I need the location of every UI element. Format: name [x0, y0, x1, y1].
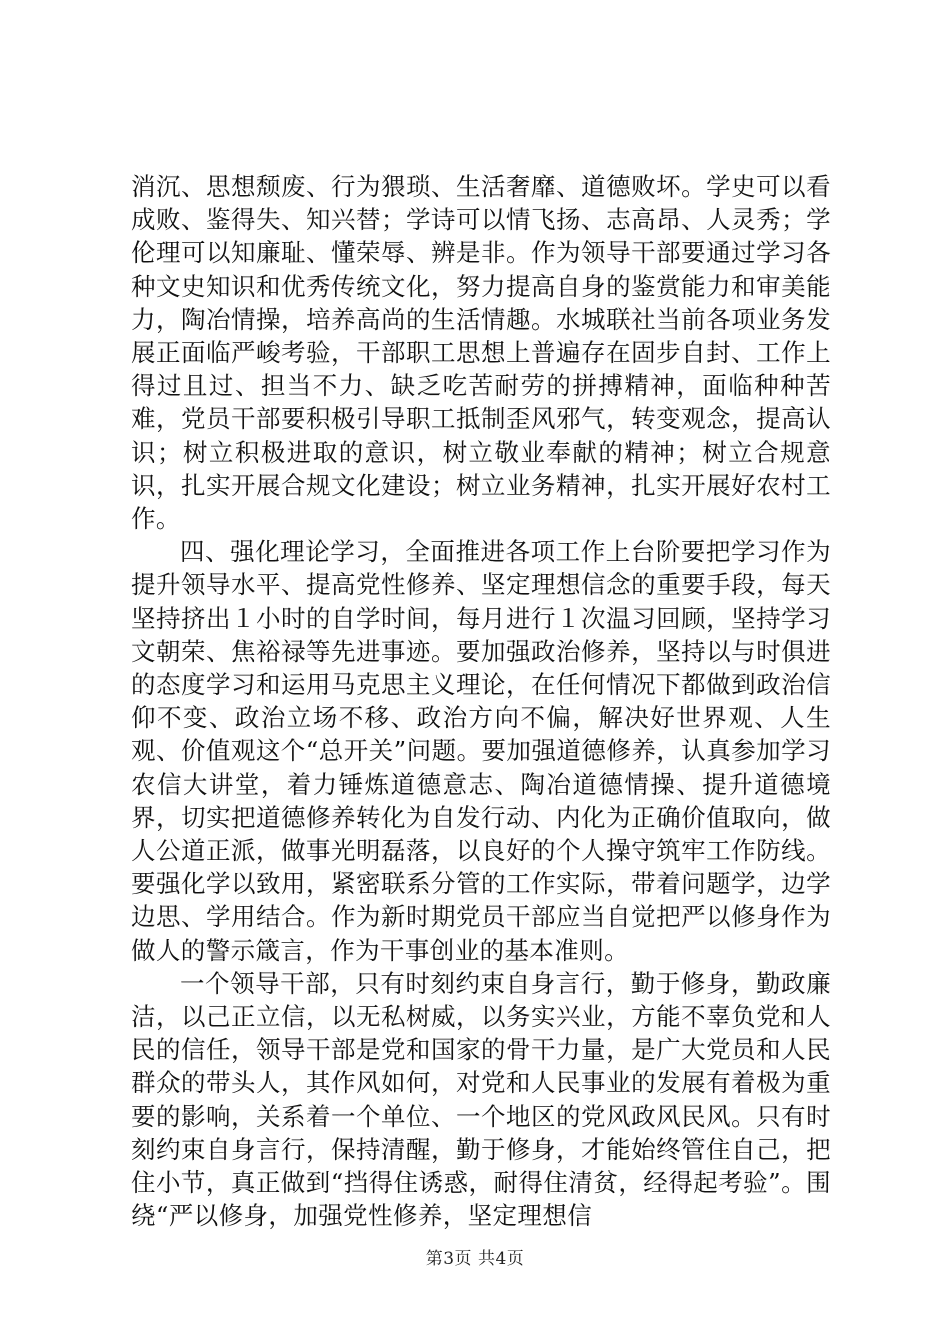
page-number-footer: 第3页 共4页: [425, 1249, 525, 1269]
paragraph-continuation: 消沉、思想颓废、行为猥琐、生活奢靡、道德败坏。学史可以看成败、鉴得失、知兴替；学诗可以情飞扬、志高昂、人灵秀；学伦理可以知廉耻、懂荣辱、辨是非。作为领导干部要通过学习各种文史知识和优秀传统文化，努力提高自身的鉴赏能力和审美能力，陶冶情操，培养高尚的生活情趣。水城联社当前各项业务发展正面临严峻考验，干部职工思想上普遍存在固步自封、工作上得过且过、担当不力、缺乏吃苦耐劳的拼搏精神，面临种种苦难，党员干部要积极引导职工抵制歪风邪气，转变观念，提高认识；树立积极进取的意识，树立敬业奉献的精神；树立合规意识，扎实开展合规文化建设；树立业务精神，扎实开展好农村工作。: [131, 172, 831, 534]
document-body: [131, 170, 831, 1233]
paragraph-section-four: 四、强化理论学习，全面推进各项工作上台阶要把学习作为提升领导水平、提高党性修养、坚定理想信念的重要手段，每天坚持挤出１小时的自学时间，每月进行１次温习回顾，坚持学习文朝荣、焦裕禄等先进事迹。要加强政治修养，坚持以与时俱进的态度学习和运用马克思主义理论，在任何情况下都做到政治信仰不变、政治立场不移、政治方向不偏，解决好世界观、人生观、价值观这个“总开关”问题。要加强道德修养，认真参加学习农信大讲堂，着力锤炼道德意志、陶冶道德情操、提升道德境界，切实把道德修养转化为自发行动、内化为正确价值取向，做人公道正派，做事光明磊落，以良好的个人操守筑牢工作防线。要强化学以致用，紧密联系分管的工作实际，带着问题学，边学边思、学用结合。作为新时期党员干部应当自觉把严以修身作为做人的警示箴言，作为干事创业的基本准则。: [131, 537, 831, 965]
paragraph-leader-conduct: 一个领导干部，只有时刻约束自身言行，勤于修身，勤政廉洁，以己正立信，以无私树威，以务实兴业，方能不辜负党和人民的信任，领导干部是党和国家的骨干力量，是广大党员和人民群众的带头人，其作风如何，对党和人民事业的发展有着极为重要的影响，关系着一个单位、一个地区的党风政风民风。只有时刻约束自身言行，保持清醒，勤于修身，才能始终管住自己，把住小节，真正做到“挡得住诱惑，耐得住清贫，经得起考验”。围绕“严以修身，加强党性修养，坚定理想信: [131, 968, 831, 1231]
